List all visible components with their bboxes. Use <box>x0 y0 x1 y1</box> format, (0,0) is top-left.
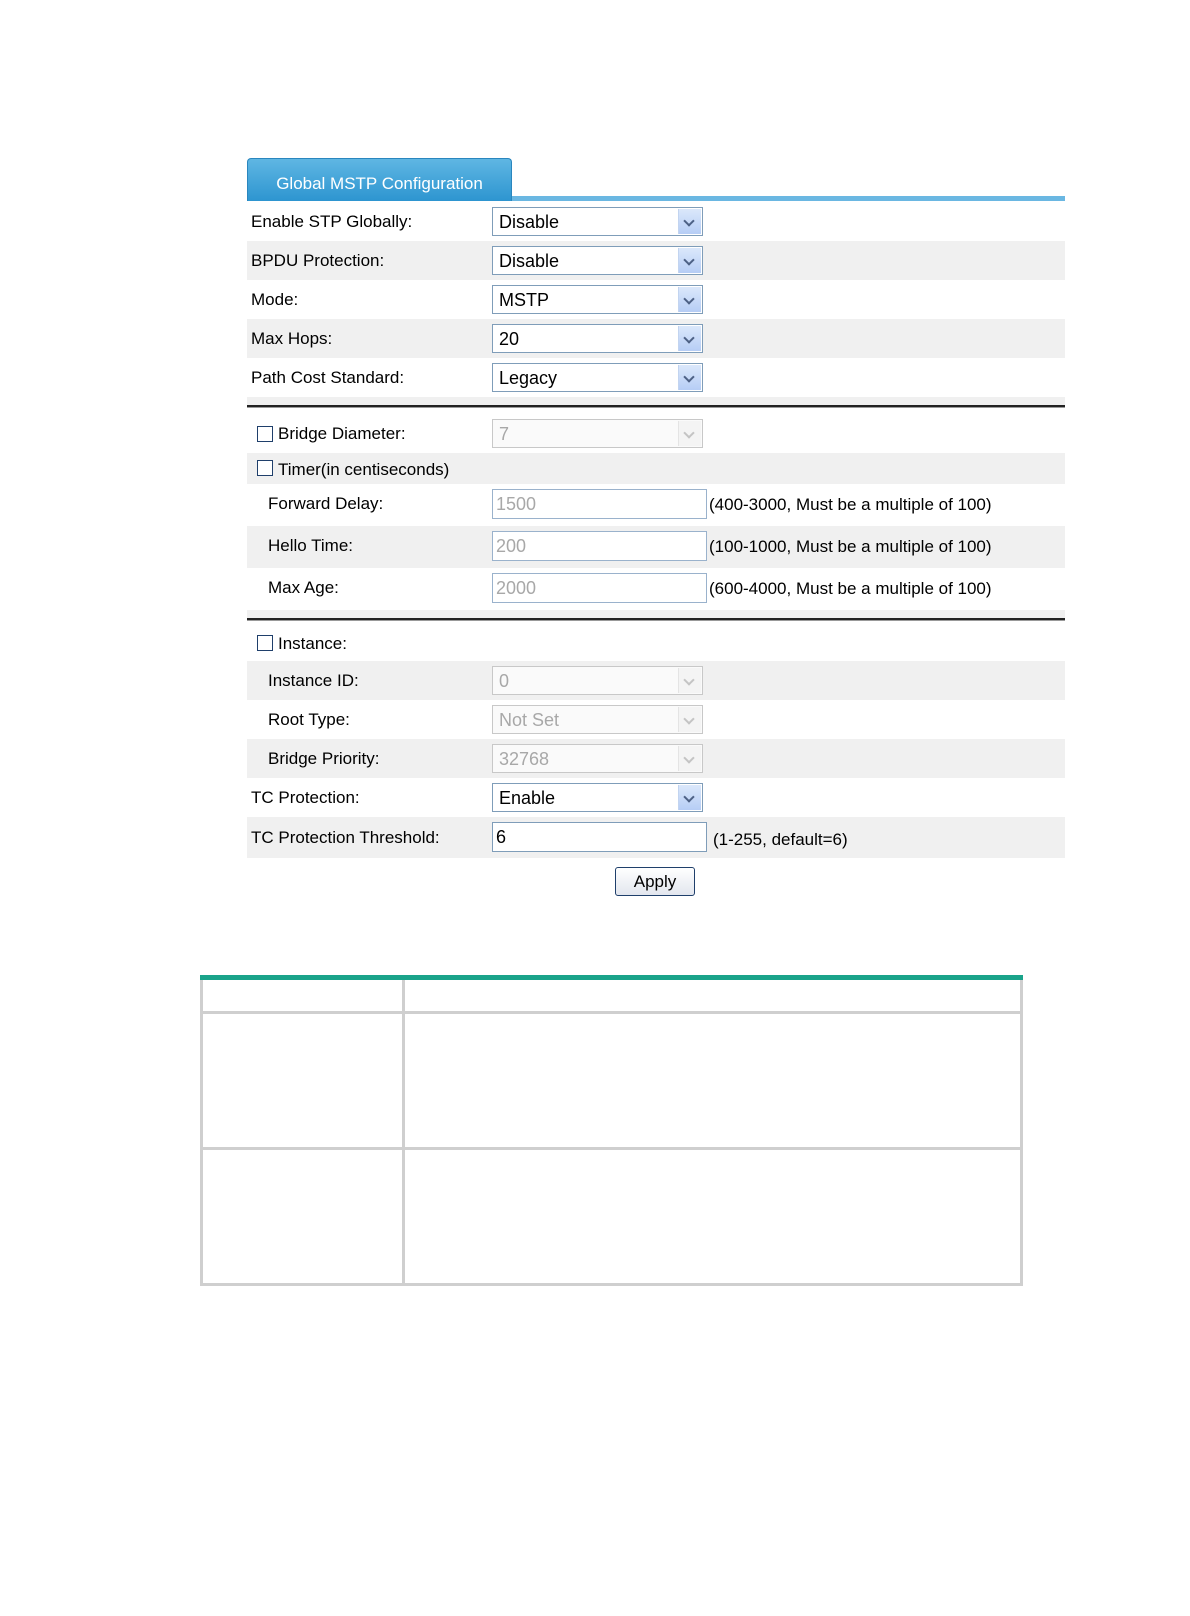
forward-delay-hint: (400-3000, Must be a multiple of 100) <box>709 495 992 514</box>
tc-protection-select[interactable] <box>492 783 703 812</box>
table-cell <box>202 1149 404 1285</box>
path-cost-value: Legacy <box>499 368 558 388</box>
path-cost-label: Path Cost Standard: <box>251 368 405 387</box>
mode-label: Mode: <box>251 290 299 309</box>
mode-select[interactable] <box>492 285 703 314</box>
row-tc-threshold <box>247 817 1065 858</box>
mstp-config-panel <box>247 158 1065 900</box>
bridge-diameter-label: Bridge Diameter: <box>278 424 406 443</box>
tc-threshold-label: TC Protection Threshold: <box>251 828 440 847</box>
chevron-down-icon <box>678 668 701 693</box>
chevron-down-icon <box>678 746 701 771</box>
bpdu-select[interactable] <box>492 246 703 275</box>
bridge-priority-select[interactable] <box>492 744 703 773</box>
max-hops-value: 20 <box>499 329 520 349</box>
instance-checkbox[interactable] <box>257 635 273 651</box>
enable-stp-value: Disable <box>499 212 560 232</box>
hello-time-hint: (100-1000, Must be a multiple of 100) <box>709 537 992 556</box>
path-cost-select[interactable] <box>492 363 703 392</box>
bridge-priority-value: 32768 <box>499 749 550 769</box>
table-row <box>202 1013 1022 1149</box>
table-cell <box>404 977 1022 1013</box>
apply-row <box>247 858 1065 900</box>
tc-protection-value: Enable <box>499 788 556 808</box>
instance-id-label: Instance ID: <box>268 671 359 690</box>
max-age-input[interactable]: 2000 <box>492 573 707 603</box>
table-cell <box>202 1013 404 1149</box>
row-timer <box>247 453 1065 484</box>
chevron-down-icon[interactable] <box>678 365 701 390</box>
row-forward-delay <box>247 484 1065 526</box>
row-max-age <box>247 568 1065 610</box>
bridge-priority-label: Bridge Priority: <box>268 749 380 768</box>
forward-delay-input[interactable]: 1500 <box>492 489 707 519</box>
bridge-diameter-select[interactable] <box>492 419 703 448</box>
instance-id-value: 0 <box>499 671 510 691</box>
row-path-cost <box>247 358 1065 397</box>
chevron-down-icon <box>678 707 701 732</box>
apply-button[interactable]: Apply <box>615 867 695 896</box>
bpdu-value: Disable <box>499 251 560 271</box>
spacer <box>247 610 1065 618</box>
max-age-label: Max Age: <box>268 578 339 597</box>
chevron-down-icon <box>678 421 701 446</box>
max-hops-select[interactable] <box>492 324 703 353</box>
table-row <box>202 1149 1022 1285</box>
row-root-type <box>247 700 1065 739</box>
tab-bar <box>247 158 1065 202</box>
instance-label: Instance: <box>278 634 347 653</box>
row-tc-protection <box>247 778 1065 817</box>
bridge-diameter-checkbox[interactable] <box>257 426 273 442</box>
hello-time-label: Hello Time: <box>268 536 354 555</box>
row-max-hops <box>247 319 1065 358</box>
max-hops-label: Max Hops: <box>251 329 333 348</box>
instance-id-select[interactable] <box>492 666 703 695</box>
description-table <box>200 975 1023 1286</box>
root-type-select[interactable] <box>492 705 703 734</box>
tc-protection-label: TC Protection: <box>251 788 360 807</box>
chevron-down-icon[interactable] <box>678 248 701 273</box>
tc-threshold-hint: (1-255, default=6) <box>713 830 848 849</box>
enable-stp-label: Enable STP Globally: <box>251 212 413 231</box>
row-bridge-priority <box>247 739 1065 778</box>
spacer <box>247 397 1065 405</box>
row-bpdu <box>247 241 1065 280</box>
mode-value: MSTP <box>499 290 550 310</box>
row-instance-id <box>247 661 1065 700</box>
timer-checkbox[interactable] <box>257 460 273 476</box>
forward-delay-label: Forward Delay: <box>268 494 384 513</box>
hello-time-input[interactable]: 200 <box>492 531 707 561</box>
row-instance <box>247 625 1065 661</box>
table-cell <box>404 1149 1022 1285</box>
row-bridge-diameter <box>247 414 1065 453</box>
chevron-down-icon[interactable] <box>678 287 701 312</box>
chevron-down-icon[interactable] <box>678 209 701 234</box>
timer-label: Timer(in centiseconds) <box>278 460 450 479</box>
table-cell <box>404 1013 1022 1149</box>
enable-stp-select[interactable] <box>492 207 703 236</box>
root-type-value: Not Set <box>499 710 560 730</box>
tab-global-mstp[interactable]: Global MSTP Configuration <box>247 158 512 201</box>
tc-threshold-input[interactable]: 6 <box>492 822 707 852</box>
row-mode <box>247 280 1065 319</box>
chevron-down-icon[interactable] <box>678 326 701 351</box>
row-enable-stp <box>247 202 1065 241</box>
table-header-row <box>202 977 1022 1013</box>
bpdu-label: BPDU Protection: <box>251 251 385 270</box>
chevron-down-icon[interactable] <box>678 785 701 810</box>
table-top-rule <box>200 975 1023 980</box>
table-cell <box>202 977 404 1013</box>
bridge-diameter-value: 7 <box>499 424 510 444</box>
row-hello-time <box>247 526 1065 568</box>
max-age-hint: (600-4000, Must be a multiple of 100) <box>709 579 992 598</box>
root-type-label: Root Type: <box>268 710 350 729</box>
